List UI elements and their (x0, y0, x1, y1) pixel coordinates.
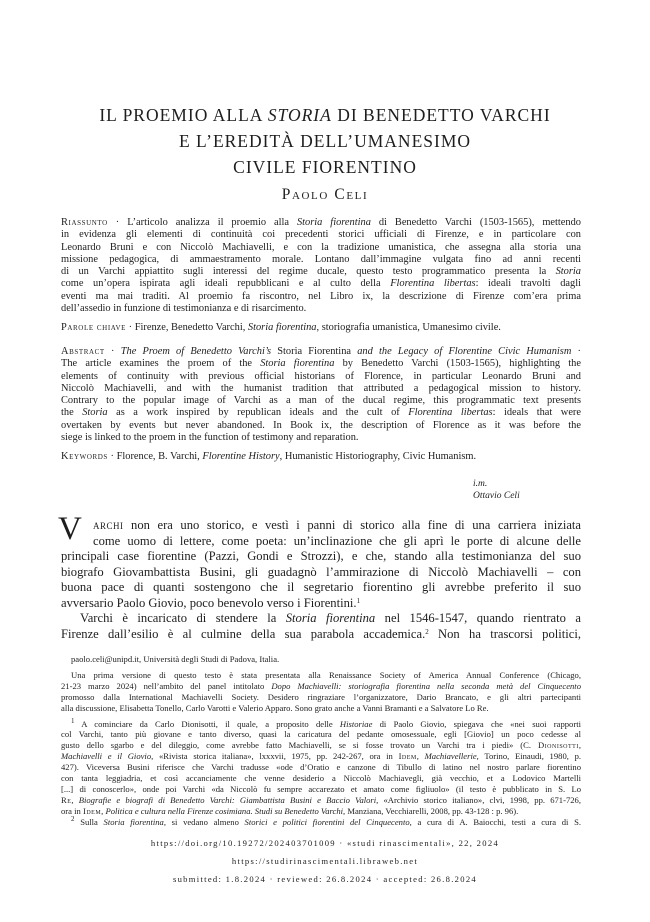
body-text: V archi non era uno storico, e vestì i panni di storico alla fine di una carriera iniziata come uomo di lettere, come poeta: un’inclinazione che gli aprì le porte di alcune delle principali case fiorentine (Pazzi, Gondi e Strozzi), e che, stando alla testimonianza del suo biografo Giovambattista Busini, gli guadagnò l’ammirazione di Niccolò Machiavelli – con buona pace di quanti sostengono che il segretario fiorentino gli avrebbe preferito il suo avversario Paolo Giovio, poco benevolo verso i Fiorentini.$^1$ Varchi è incaricato di stendere la Storia fiorentina nel 1546-1547, quando rientrato a Firenze dall’esilio è al culmine della sua parabola accademica.$^2$ Non ha trascorsi politici, (58, 511, 581, 641)
journal-website[interactable]: https://studirinascimentali.libraweb.net (231, 856, 419, 866)
parole-chiave-label: Parole chiave (61, 322, 127, 333)
riassunto-block: Riassunto · L’articolo analizza il proemio alla Storia fiorentina di Benedetto Varchi (1503-1565), mettendo in evidenza gli elementi di continuità coi precedenti storici ufficiali di Firenze, e in particolare con Leonardo Bruni e con Niccolò Machiavelli, e con la tradizione umanistica, che assegna alla storia una missione pedagogica, di ammaestramento morale. Lontano dall’immagine vulgata fino ad anni recenti di un Varchi appiattito sugli interessi del regime ducale, questo testo programmatico presenta la Storia come un’opera ispirata agli ideali repubblicani e al culto della Florentina libertas: ideali travolti dagli eventi ma mai traditi. Al proemio fa riscontro, nel Libro ix, la descrizione di Firenze com’era prima dell’assedio in funzione di testimonianza e di risarcimento. (61, 217, 581, 315)
keywords-label: Keywords (61, 451, 108, 462)
keywords-block: Keywords · Florence, B. Varchi, Florentine History, Humanistic Historiography, Civic Humanism. (61, 451, 477, 462)
footnote-ref-2[interactable]: 2 (425, 627, 429, 636)
footnote-ref-1[interactable]: 1 (356, 596, 361, 605)
riassunto-label: Riassunto (61, 217, 108, 228)
submission-dates: submitted: 1.8.2024 · reviewed: 26.8.2024 · accepted: 26.8.2024 (172, 874, 478, 884)
affiliation: paolo.celi@unipd.it, Università degli Studi di Padova, Italia. (71, 654, 280, 664)
abstract-block: Abstract · The Proem of Benedetto Varchi’s Storia Fiorentina and the Legacy of Florentine Civic Humanism · The article examines the proem of the Storia fiorentina by Benedetto Varchi (1503-1565), highlighting the elements of continuity with previous official historians of Florence, in particular Leonardo Bruni and Niccolò Machiavelli, and with the humanist tradition that attributed a pedagogical mission to history. Contrary to the popular image of Varchi as a man of the ducal regime, this programmatic text presents the Storia as a work inspired by republican ideals and the cult of Florentina libertas: ideals that were overtaken by events but never abandoned. In Book ix, the description of Florence as it was before the siege is linked to the proem in the function of testimony and reparation. (61, 346, 582, 444)
title-line-1: IL PROEMIO ALLA STORIA DI BENEDETTO VARCHI (99, 105, 551, 125)
in-memoriam: i.m. Ottavio Celi (473, 479, 520, 501)
footnote-1: $^1$ A cominciare da Carlo Dionisotti, il quale, a proposito delle Historiae di Paolo Giovio, spiegava che «nei suoi rapporti (71, 716, 581, 729)
title-line-3: CIVILE FIORENTINO (233, 157, 417, 177)
acknowledgement: Una prima versione di questo testo è stata presentata alla Renaissance Society of America Annual Conference (Chicago, (71, 669, 581, 680)
drop-cap: V (58, 511, 82, 547)
doi-line[interactable]: https://doi.org/10.19272/202403701009 · «studi rinascimentali», 22, 2024 (150, 838, 500, 848)
footnotes: paolo.celi@unipd.it, Università degli Studi di Padova, Italia. Una prima versione di questo testo è stata presentata alla Renaissance Society of America Annual Conference (Chicago, 21-23 marzo 2024) nell’ambito del panel intitolato Dopo Machiavelli: storiografia fiorentina nella seconda metà del Cinquecento promosso dalla International Machiavelli Society. Desidero ringraziare l’organizzatore, Dario Brancato, e gli altri partecipanti alla discussione, Elisabetta Tonello, Carlo Varotti e Valerio Apparo. Sono grato anche a Vanni Bramanti e a Salvatore Lo Re. $^1$ A cominciare da Carlo Dionisotti, il quale, a proposito delle Historiae di Paolo Giovio, spiegava che «nei suoi rapporti col Varchi, tanto più giovane e tanto diverso, quasi la caricatura del pedante omosessuale, egli [Giovio] un poco cedesse al gusto dello sgarbo e del dileggio, come avrebbe fatto Machiavelli, se si fosse trovato un Varchi tra i piedi» (C. Dionisotti, Machiavelli e il Giovio, «Rivista storica italiana», lxxxvii, 1975, pp. 242-267, ora in Idem, Machiavellerie, Torino, Einaudi, 1980, p. 427). Viceversa Busini riferisce che Varchi tradusse «ode d’Oratio e canzone di Tibullo di latino nel nostro parlare fiorentino con tanta leggiadria, et così accanciamente che venne desiderio a Niccolò Machiavegli, già vecchio, et a Lodovico Martelli [...] di conoscerlo», onde poi Varchi «da Niccolò fu sempre accarezato et amato come figliuolo» (il testo è pubblicato in S. Lo Re, Biografie e biografi di Benedetto Varchi: Giambattista Busini e Baccio Valori, «Archivio storico italiano», clvi, 1998, pp. 671-726, ora in Idem, Politica e cultura nella Firenze cosimiana. Studi su Benedetto Varchi, Manziana, Vecchiarelli, 2008, pp. 43-128 : p. 96). $^2$ Sulla Storia fiorentina, si vedano almeno Storici e politici fiorentini del Cinquecento, a cura di A. Baiocchi, testi a cura di S. (61, 654, 582, 827)
parole-chiave-block: Parole chiave · Firenze, Benedetto Varchi, Storia fiorentina, storiografia umanistica, Umanesimo civile. (61, 322, 501, 333)
author-name: Paolo Celi (281, 186, 369, 203)
title-line-2: E L’EREDITÀ DELL’UMANESIMO (178, 131, 472, 151)
abstract-label: Abstract (61, 346, 105, 357)
article-title (40, 102, 610, 180)
footnote-2: $^2$ Sulla Storia fiorentina, si vedano almeno Storici e politici fiorentini del Cinquecento, a cura di A. Baiocchi, testi a cura di S. (71, 814, 581, 827)
